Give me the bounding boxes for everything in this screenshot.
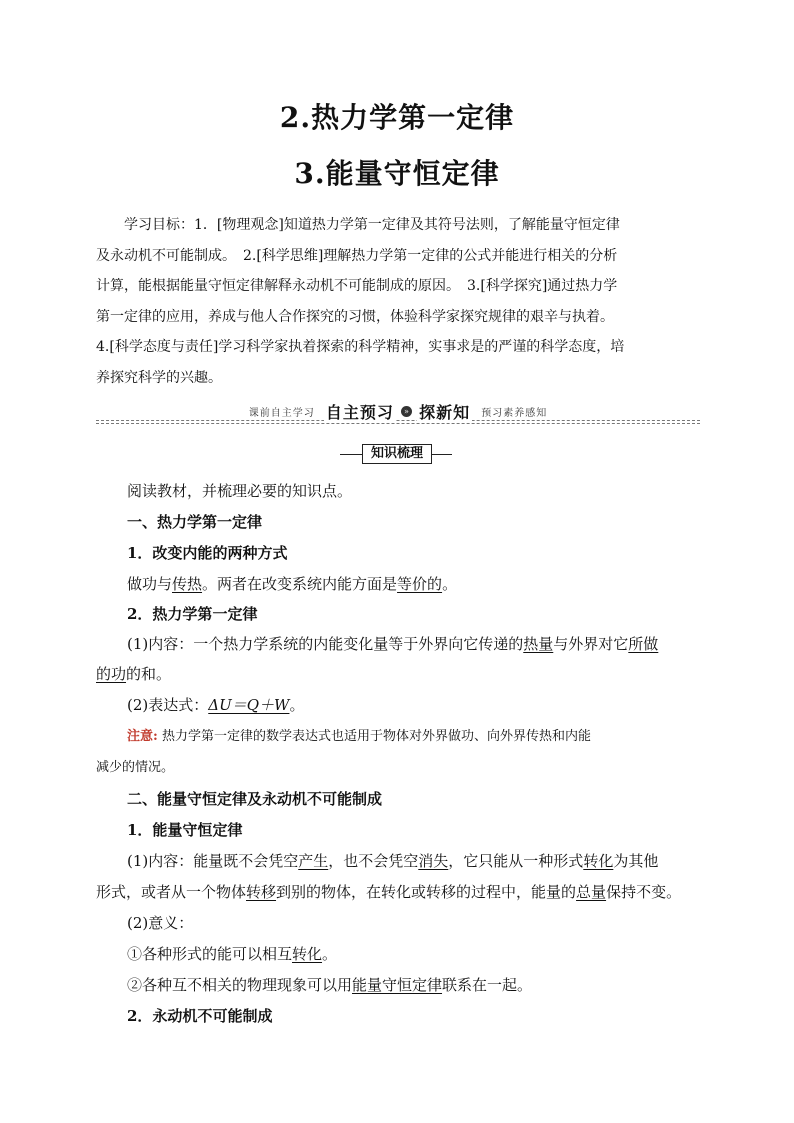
banner-left-text: 课前自主学习 [245,408,319,419]
note-line-1 [127,727,702,747]
banner-text [96,400,700,423]
title-line-2: 3.能量守恒定律 [294,157,500,190]
text: (1)内容：能量既不会凭空 [127,852,299,870]
conservation-content-line-2 [96,882,702,902]
text: 联系在一起。 [442,976,533,994]
conservation-content-line-1 [127,851,702,871]
meaning-item-2 [127,975,702,995]
heading-first-law: 一、热力学第一定律 [127,513,263,531]
heading-energy-conservation: 二、能量守恒定律及永动机不可能制成 [127,790,383,808]
banner-right-text: 预习素养感知 [477,408,551,419]
blank-answer: 能量守恒定律 [352,976,443,994]
subheading-two-ways: 1．改变内能的两种方式 [127,544,288,562]
subheading-conservation-law: 1．能量守恒定律 [127,821,243,839]
text: 。 [442,575,458,593]
first-law-content-line-1 [127,634,702,654]
learning-objectives [96,210,700,393]
text: 。两者在改变系统内能方面是 [202,575,398,593]
text: 保持不变。 [606,883,682,901]
blank-answer: 热量 [523,635,554,653]
subheading-first-law: 2．热力学第一定律 [127,605,258,623]
blank-answer: 传热 [172,575,203,593]
text: (1)内容：一个热力学系统的内能变化量等于外界向它传递的 [127,635,524,653]
title-line-1: 2.热力学第一定律 [279,101,515,134]
text: 做功与 [127,575,173,593]
formula: ΔU＝Q＋W [208,696,290,714]
blank-answer: 总量 [576,883,607,901]
blank-answer: 所做 [628,635,659,653]
blank-answer: 转化 [292,945,323,963]
objectives-line-4: 第一定律的应用，养成与他人合作探究的习惯，体验科学家探究规律的艰辛与执着。 [96,308,614,325]
objectives-line-6: 养探究科学的兴趣。 [96,369,222,386]
double-arrow-icon: » [401,406,412,417]
meaning-item-1 [127,944,702,964]
objectives-line-2: 及永动机不可能制成。 2.[科学思维]理解热力学第一定律的公式并能进行相关的分析 [96,247,618,264]
section-banner [96,400,700,426]
intro-text: 阅读教材，并梳理必要的知识点。 [127,482,353,500]
two-ways-answer [127,574,702,594]
text: 形式，或者从一个物体 [96,883,247,901]
text: (2)表达式： [127,696,209,714]
text: ②各种互不相关的物理现象可以用 [127,976,353,994]
blank-answer: 转化 [583,852,614,870]
banner-title-2: 探新知 [419,403,471,422]
objectives-line-5: 4.[科学态度与责任]学习科学家执着探索的科学精神，实事求是的严谨的科学态度，培 [96,339,625,355]
text: ①各种形式的能可以相互 [127,945,293,963]
blank-answer: 产生 [298,852,329,870]
first-law-content-line-2 [96,664,702,684]
blank-answer: 的功 [96,665,127,683]
note-label: 注意: [127,729,158,744]
label-box: 知识梳理 [362,444,432,464]
text: 到别的物体，在转化或转移的过程中，能量的 [276,883,577,901]
blank-answer: 等价的 [397,575,443,593]
banner-title-1: 自主预习 [325,403,394,422]
text: 为其他 [613,852,659,870]
banner-rule-bottom [96,423,700,425]
knowledge-section-label [340,444,452,464]
meaning-label: (2)意义： [127,914,194,932]
blank-answer: 转移 [246,883,277,901]
objectives-line-3: 计算，能根据能量守恒定律解释永动机不可能制成的原因。 3.[科学探究]通过热力学 [96,278,618,294]
note-text: 热力学第一定律的数学表达式也适用于物体对外界做功、向外界传热和内能 [161,729,591,744]
subheading-perpetual-motion: 2．永动机不可能制成 [127,1007,273,1025]
text: 与外界对它 [553,635,629,653]
note-line-2: 减少的情况。 [96,760,175,775]
text: 。 [322,945,338,963]
text: 的和。 [126,665,172,683]
text: ，它只能从一种形式 [448,852,584,870]
objectives-line-1: 学习目标：1．[物理观念]知道热力学第一定律及其符号法则，了解能量守恒定律 [124,217,620,233]
first-law-formula [127,695,702,715]
blank-answer: 消失 [418,852,449,870]
text: 。 [289,696,305,714]
text: ，也不会凭空 [328,852,419,870]
